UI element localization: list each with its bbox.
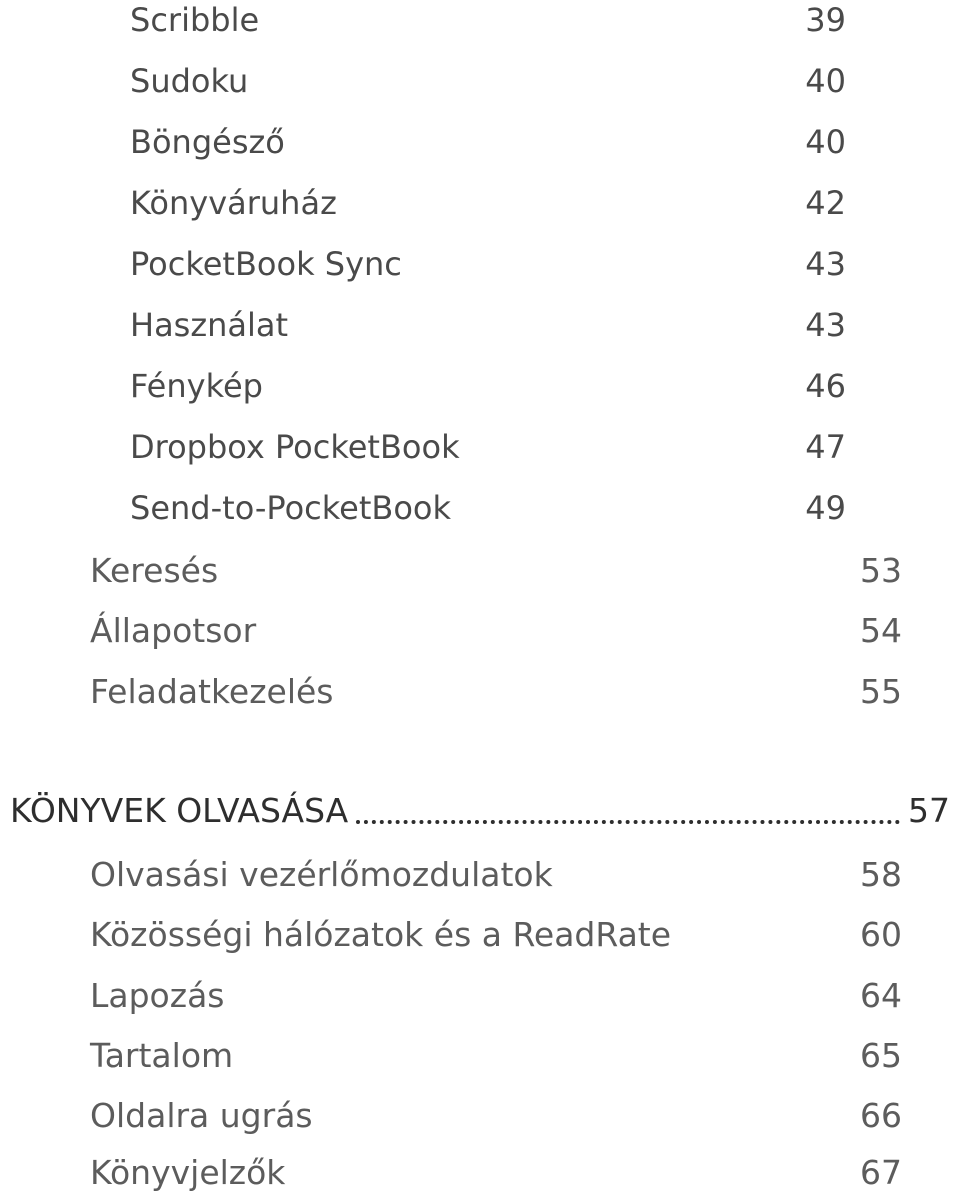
- toc-entry-page: 40: [805, 62, 846, 100]
- toc-entry-title: Sudoku: [130, 62, 249, 100]
- toc-entry[interactable]: [130, 295, 846, 355]
- toc-entry[interactable]: [90, 661, 902, 721]
- toc-entry[interactable]: [90, 1085, 902, 1145]
- toc-entry-page: 66: [860, 1095, 902, 1135]
- toc-entry-title: Feladatkezelés: [90, 671, 334, 711]
- toc-chapter-heading[interactable]: [10, 780, 950, 840]
- toc-entry[interactable]: [90, 1142, 902, 1202]
- toc-entry[interactable]: [130, 51, 846, 111]
- toc-entry-page: 58: [860, 854, 902, 894]
- toc-entry-page: 47: [805, 428, 846, 466]
- toc-entry-title: Scribble: [130, 1, 260, 39]
- toc-entry-page: 40: [805, 123, 846, 161]
- toc-entry-page: 64: [860, 975, 902, 1015]
- toc-entry[interactable]: [130, 234, 846, 294]
- toc-entry[interactable]: [130, 417, 846, 477]
- toc-entry[interactable]: [130, 173, 846, 233]
- toc-entry-page: 39: [805, 1, 846, 39]
- toc-entry-title: Könyváruház: [130, 184, 337, 222]
- toc-entry[interactable]: [90, 904, 902, 964]
- toc-entry-title: Lapozás: [90, 975, 225, 1015]
- toc-entry-page: 54: [860, 610, 902, 650]
- toc-entry-page: 65: [860, 1035, 902, 1075]
- toc-entry[interactable]: [130, 112, 846, 172]
- chapter-page: 57: [908, 790, 950, 830]
- toc-entry-title: Olvasási vezérlőmozdulatok: [90, 854, 553, 894]
- toc-entry[interactable]: [130, 356, 846, 416]
- toc-entry[interactable]: [130, 0, 846, 50]
- toc-entry[interactable]: [90, 844, 902, 904]
- toc-entry-page: 67: [860, 1152, 902, 1192]
- toc-entry-title: Állapotsor: [90, 610, 257, 650]
- toc-entry-title: PocketBook Sync: [130, 245, 402, 283]
- toc-entry-page: 53: [860, 550, 902, 590]
- toc-entry-page: 49: [805, 489, 846, 527]
- toc-entry[interactable]: [90, 540, 902, 600]
- toc-entry-page: 43: [805, 245, 846, 283]
- toc-entry-page: 60: [860, 914, 902, 954]
- chapter-title: KÖNYVEK OLVASÁSA: [10, 790, 349, 830]
- toc-entry-page: 43: [805, 306, 846, 344]
- toc-entry-title: Használat: [130, 306, 289, 344]
- toc-entry-title: Keresés: [90, 550, 219, 590]
- toc-entry-title: Fénykép: [130, 367, 263, 405]
- dot-leader: [356, 820, 900, 824]
- toc-entry-page: 46: [805, 367, 846, 405]
- toc-entry[interactable]: [90, 965, 902, 1025]
- toc-entry-title: Oldalra ugrás: [90, 1095, 313, 1135]
- toc-entry-title: Közösségi hálózatok és a ReadRate: [90, 914, 672, 954]
- toc-entry-title: Dropbox PocketBook: [130, 428, 460, 466]
- toc-entry-title: Tartalom: [90, 1035, 234, 1075]
- toc-entry-title: Send-to-PocketBook: [130, 489, 451, 527]
- toc-entry-page: 55: [860, 671, 902, 711]
- toc-entry-title: Böngésző: [130, 123, 285, 161]
- toc-entry[interactable]: [130, 478, 846, 538]
- toc-entry-title: Könyvjelzők: [90, 1152, 286, 1192]
- toc-entry-page: 42: [805, 184, 846, 222]
- toc-entry[interactable]: [90, 600, 902, 660]
- toc-entry[interactable]: [90, 1025, 902, 1085]
